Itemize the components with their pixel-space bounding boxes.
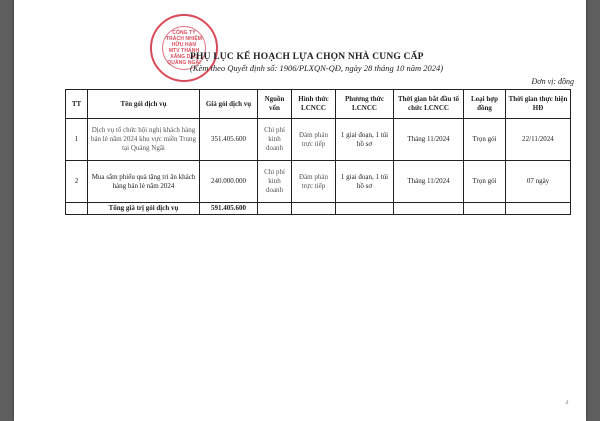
table-total-row	[66, 203, 571, 215]
cell-empty	[336, 203, 394, 215]
cell-start: Tháng 11/2024	[394, 161, 464, 203]
header-price: Giá gói dịch vụ	[200, 90, 258, 119]
cell-empty	[292, 203, 336, 215]
header-start: Thời gian bắt đầu tổ chức LCNCC	[394, 90, 464, 119]
corner-mark: ⁁	[565, 394, 568, 404]
cell-form: Đàm phán trực tiếp	[292, 161, 336, 203]
cell-empty	[394, 203, 464, 215]
table-row	[66, 119, 571, 161]
cell-source: Chi phí kinh doanh	[258, 119, 292, 161]
document-subtitle: (Kèm theo Quyết định số: 1906/PLXQN-QĐ, ngày 28 tháng 10 năm 2024)	[190, 63, 444, 73]
cell-duration: 07 ngày	[506, 161, 571, 203]
cell-name: Mua sắm phiếu quà tặng tri ân khách hàng bán lẻ năm 2024	[88, 161, 200, 203]
cell-contract: Trọn gói	[464, 161, 506, 203]
cell-price: 240.000.000	[200, 161, 258, 203]
supplier-plan-table	[65, 89, 571, 215]
table-row	[66, 161, 571, 203]
stamp-line: CÔNG TY	[172, 30, 196, 36]
header-name: Tên gói dịch vụ	[88, 90, 200, 119]
header-form: Hình thức LCNCC	[292, 90, 336, 119]
cell-empty	[258, 203, 292, 215]
cell-start: Tháng 11/2024	[394, 119, 464, 161]
cell-name: Dịch vụ tổ chức hội nghị khách hàng bán lẻ năm 2024 khu vực miền Trung tại Quảng Ngãi	[88, 119, 200, 161]
document-title: PHỤ LỤC KẾ HOẠCH LỰA CHỌN NHÀ CUNG CẤP	[190, 52, 424, 62]
header-contract: Loại hợp đồng	[464, 90, 506, 119]
total-label: Tổng giá trị gói dịch vụ	[88, 203, 200, 215]
cell-form: Đàm phán trực tiếp	[292, 119, 336, 161]
stamp-line: XĂNG DẦU	[170, 54, 198, 60]
stamp-line: MTV THANH	[168, 48, 200, 54]
stamp-line: QUẢNG NGÃI	[167, 60, 201, 66]
cell-tt: 1	[66, 119, 88, 161]
stamp-line: TRÁCH NHIỆM	[165, 36, 203, 42]
table-header-row	[66, 90, 571, 119]
stamp-line: HỮU HẠN	[171, 42, 197, 48]
cell-price: 351.405.600	[200, 119, 258, 161]
cell-source: Chi phí kinh doanh	[258, 161, 292, 203]
cell-tt: 2	[66, 161, 88, 203]
cell-contract: Trọn gói	[464, 119, 506, 161]
cell-empty	[66, 203, 88, 215]
cell-duration: 22/11/2024	[506, 119, 571, 161]
header-source: Nguồn vốn	[258, 90, 292, 119]
cell-empty	[464, 203, 506, 215]
cell-empty	[506, 203, 571, 215]
document-page	[14, 0, 586, 421]
total-value: 591.405.600	[200, 203, 258, 215]
header-duration: Thời gian thực hiện HĐ	[506, 90, 571, 119]
header-tt: TT	[66, 90, 88, 119]
cell-method: 1 giai đoạn, 1 túi hồ sơ	[336, 119, 394, 161]
cell-method: 1 giai đoạn, 1 túi hồ sơ	[336, 161, 394, 203]
currency-unit-label: Đơn vị: đồng	[531, 77, 574, 86]
header-method: Phương thức LCNCC	[336, 90, 394, 119]
